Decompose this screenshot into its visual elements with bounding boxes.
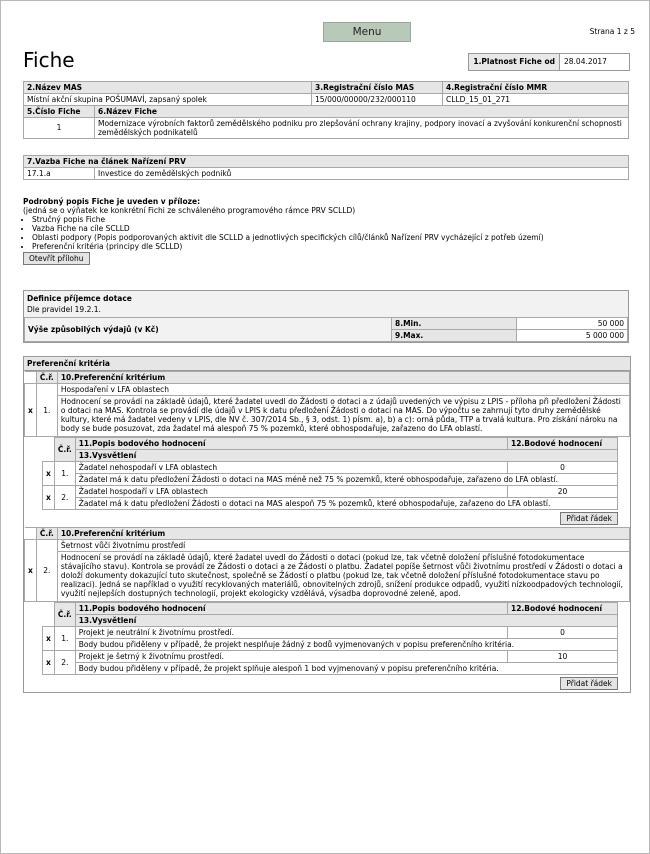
fiche-number-label: 5.Číslo Fiche <box>24 106 95 118</box>
row-desc: Žadatel hospodaří v LFA oblastech <box>75 486 507 498</box>
attachment-item: • Vazba Fiche na cíle SCLLD <box>32 224 629 233</box>
fiche-name-value: Modernizace výrobních faktorů zemědělského podniku pro zlepšování ochrany krajiny, podpory inovací a zvyšování konkurenční schopnosti zemědělských podnikatelů <box>95 118 629 139</box>
criterion-number: 2. <box>36 540 57 602</box>
validity-box <box>468 53 630 71</box>
mas-section <box>23 81 629 139</box>
link-section <box>23 155 629 180</box>
criterion-name: Hospodaření v LFA oblastech <box>57 384 629 396</box>
attachment-section <box>23 197 629 265</box>
fiche-name-label: 6.Název Fiche <box>95 106 629 118</box>
fiche-number-value: 1 <box>24 118 95 139</box>
attachment-item: • Oblasti podpory (Popis podporovaných aktivit dle SCLLD a jednotlivých specifických cílů/článků Nařízení PRV vycházející z potřeb území) <box>32 233 629 242</box>
beneficiary-value: Dle pravidel 19.2.1. <box>27 305 101 314</box>
remove-criterion-1[interactable]: x <box>25 384 37 437</box>
link-desc: Investice do zemědělských podniků <box>95 168 629 180</box>
min-label: 8.Min. <box>392 318 517 330</box>
col-expl-header: 13.Vysvětlení <box>75 615 617 627</box>
mmr-reg-value: CLLD_15_01_271 <box>443 94 629 106</box>
validity-label: 1.Platnost Fiche od <box>469 54 560 70</box>
row-desc: Žadatel nehospodaří v LFA oblastech <box>75 462 507 474</box>
row-points: 20 <box>508 486 618 498</box>
mmr-reg-label: 4.Registrační číslo MMR <box>443 82 629 94</box>
col-expl-header: 13.Vysvětlení <box>75 450 617 462</box>
mas-reg-value: 15/000/00000/232/000110 <box>312 94 443 106</box>
criteria-section <box>23 356 631 693</box>
mas-name-label: 2.Název MAS <box>24 82 312 94</box>
attachment-subtitle: (jedná se o výňatek ke konkrétní Fichi ze schváleného programového rámce PRV SCLLD) <box>23 206 356 215</box>
col-criterion-header: 10.Preferenční kritérium <box>57 528 629 540</box>
max-value: 5 000 000 <box>517 330 628 342</box>
add-row-button[interactable]: Přidat řádek <box>560 512 618 525</box>
row-number: 1. <box>54 462 75 486</box>
row-expl: Body budou přiděleny v případě, že projekt nesplňuje žádný z bodů vyjmenovaných v popisu preferenčního kritéria. <box>75 639 617 651</box>
row-number: 2. <box>54 486 75 510</box>
attachment-title: Podrobný popis Fiche je uveden v příloze: <box>23 197 201 206</box>
row-expl: Žadatel má k datu předložení Žádosti o dotaci na MAS alespoň 75 % pozemků, které obhospodařuje, zařazeno do LFA oblastí. <box>75 498 617 510</box>
row-points: 0 <box>508 462 618 474</box>
validity-value: 28.04.2017 <box>564 57 607 66</box>
attachment-item: • Preferenční kritéria (principy dle SCLLD) <box>32 242 629 251</box>
criterion-2-scoring <box>42 602 618 675</box>
col-nr-header: Č.ř. <box>36 528 57 540</box>
criterion-1-scoring <box>42 437 618 510</box>
criterion-2 <box>24 527 630 602</box>
link-label: 7.Vazba Fiche na článek Nařízení PRV <box>24 156 629 168</box>
criterion-text: Hodnocení se provádí na základě údajů, které žadatel uvedl do Žádosti o dotaci a z údajů uvedených ve výpisu z LPIS - příloha při předložení Žádosti o dotaci na MAS. Kontrola se provádí dle údajů v LPIS k datu předložení Žádosti o dotaci na MAS. Do výpočtu se zahrnují tyto druhy zemědělské kultury, které má žadatel vedeny v LPIS, dle NV č. 307/2014 Sb., § 3, odst. 1) písm. a), b) a c): orná půda, TTP a trvalá kultura. Pro získání nároku na body se bude posuzovat, zda žadatel má alespoň 75 % pozemků, které obhospodařuje, zařazeno do LFA oblastí. <box>57 396 629 437</box>
menu-button[interactable]: Menu <box>323 22 411 42</box>
link-code: 17.1.a <box>24 168 95 180</box>
row-points: 0 <box>508 627 618 639</box>
criterion-number: 1. <box>36 384 57 437</box>
row-desc: Projekt je neutrální k životnímu prostředí. <box>75 627 507 639</box>
page-indicator: Strana 1 z 5 <box>589 27 635 36</box>
row-number: 2. <box>54 651 75 675</box>
criterion-name: Šetrnost vůči životnímu prostředí <box>57 540 629 552</box>
add-row-button[interactable]: Přidat řádek <box>560 677 618 690</box>
col-points-header: 12.Bodové hodnocení <box>508 438 618 450</box>
row-number: 1. <box>54 627 75 651</box>
row-points: 10 <box>508 651 618 663</box>
min-value: 50 000 <box>517 318 628 330</box>
remove-row-button[interactable]: x <box>43 651 55 675</box>
criterion-1 <box>24 371 630 437</box>
col-nr-header: Č.ř. <box>54 438 75 462</box>
beneficiary-title: Definice příjemce dotace <box>27 294 132 303</box>
criterion-text: Hodnocení se provádí na základě údajů, které žadatel uvedl do Žádosti o dotaci (pokud lze, tak včetně doložení příslušné fotodokumentace stávajícího stavu). Kontrola se provádí ze Žádosti o dotaci a ze Žádosti o platbu. Žadatel popíše šetrnost vůči životnímu prostředí v Žádosti o dotaci a doloží dokumenty dokazující tuto skutečnost, společně se Žádostí o platbu (pokud lze, tak včetně doložení příslušné fotodokumentace stavu po realizaci). Jedná se například o využití recyklovaných materiálů, obnovitelných zdrojů, snížení produkce odpadů, využití nízkoodpadových technologií, využití nejlepších dostupných technologií, projekt ekologicky vzdělává, výsadba doprovodné zeleně, apod. <box>57 552 629 602</box>
expenses-label: Výše způsobilých výdajů (v Kč) <box>25 318 392 342</box>
mas-reg-label: 3.Registrační číslo MAS <box>312 82 443 94</box>
attachment-list <box>23 215 629 251</box>
row-desc: Projekt je šetrný k životnímu prostředí. <box>75 651 507 663</box>
row-expl: Žadatel má k datu předložení Žádosti o dotaci na MAS méně než 75 % pozemků, které obhospodařuje, zařazeno do LFA oblastí. <box>75 474 617 486</box>
attachment-item: • Stručný popis Fiche <box>32 215 629 224</box>
col-desc-header: 11.Popis bodového hodnocení <box>75 603 507 615</box>
col-desc-header: 11.Popis bodového hodnocení <box>75 438 507 450</box>
col-points-header: 12.Bodové hodnocení <box>508 603 618 615</box>
remove-row-button[interactable]: x <box>43 462 55 486</box>
mas-name-value: Místní akční skupina POŠUMAVÍ, zapsaný spolek <box>24 94 312 106</box>
row-expl: Body budou přiděleny v případě, že projekt splňuje alespoň 1 bod vyjmenovaný v popisu preferenčního kritéria. <box>75 663 617 675</box>
page-title: Fiche <box>23 48 75 72</box>
col-criterion-header: 10.Preferenční kritérium <box>57 372 629 384</box>
max-label: 9.Max. <box>392 330 517 342</box>
remove-row-button[interactable]: x <box>43 627 55 651</box>
remove-criterion-2[interactable]: x <box>25 540 37 602</box>
criteria-section-title: Preferenční kritéria <box>24 357 630 371</box>
open-attachment-button[interactable]: Otevřít přílohu <box>23 252 90 265</box>
col-nr-header: Č.ř. <box>54 603 75 627</box>
remove-row-button[interactable]: x <box>43 486 55 510</box>
beneficiary-section <box>23 290 629 343</box>
col-nr-header: Č.ř. <box>36 372 57 384</box>
